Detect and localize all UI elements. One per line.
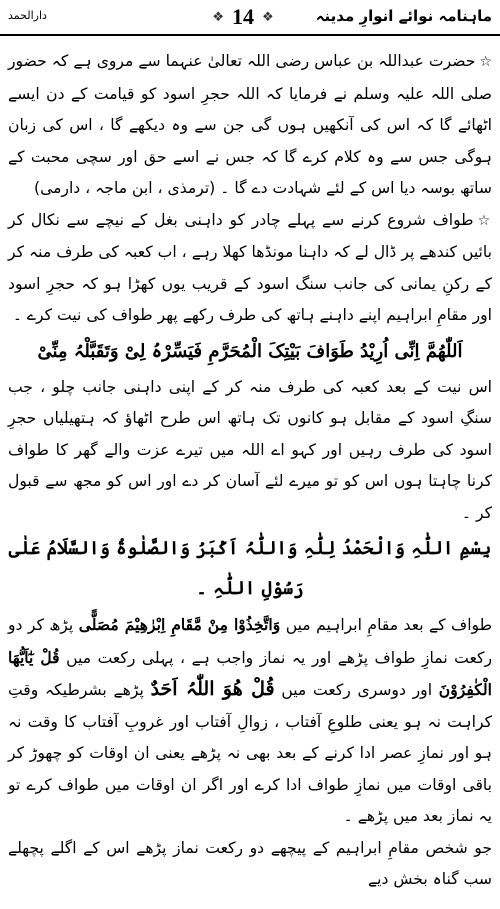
paragraph-tawaf-prayer	[8, 609, 492, 833]
takbir-dua: بِسْمِ اللّٰہِ وَالْحَمْدُ لِلّٰہِ وَاللّٰہُ اَکْبَرُ وَالصَّلٰوۃُ وَالسَّلَامُ عَلٰی رَسُوْلِ اللّٰہِ ۔	[8, 538, 492, 599]
ornament-left-icon: ❖	[212, 9, 224, 25]
page-number-box	[195, 4, 291, 30]
header-left-mark: دارالحمد	[8, 9, 47, 22]
page-number: 14	[232, 4, 254, 29]
tawaf-prayer-text-a: طواف کے بعد مقامِ ابراہیم میں	[285, 616, 493, 634]
hadith-citation: (ترمذی ، ابن ماجہ ، دارمی)	[33, 179, 216, 197]
tawaf-prayer-text-b: پڑھ کر دو رکعت نمازِ طواف پڑھے اور یہ نماز واجب ہے ، پہلی رکعت میں	[8, 616, 492, 667]
ornament-right-icon: ❖	[262, 9, 274, 25]
paragraph-tawaf-start	[8, 205, 492, 332]
hadith-text: حضرت عبداللہ بن عباس رضی اللہ تعالیٰ عنہما سے مروی ہے کہ حضور صلی اللہ علیہ وسلم نے فرمایا کہ اللہ حجرِ اسود کو قیامت کے دن ایسے اٹھائے گا کہ اس کی آنکھیں ہوں گی جن سے وہ دیکھے گا ، اس کی زبان ہوگی جس سے وہ کلام کرے گا کہ جس نے اسے حق اور سچی محبت کے ساتھ بوسہ دیا اس کے لئے شہادت دے گا ۔	[8, 52, 492, 197]
paragraph-hadith	[8, 46, 492, 205]
niyyah-dua: اَللّٰھُمَّ اِنِّی اُرِیْدُ طَوَافَ بَیْتِکَ الْمُحَرَّمِ فَیَسِّرْہُ لِیْ وَتَقَبَّلْہُ مِنِّیْ	[37, 340, 463, 362]
article-body	[8, 46, 492, 909]
magazine-title: ماہنامہ نوائے انوارِ مدینہ	[315, 7, 492, 25]
tawaf-prayer-text-c: اور دوسری رکعت میں	[281, 681, 433, 699]
paragraph-maqam-virtue: جو شخص مقامِ ابراہیم کے پیچھے دو رکعت نماز پڑھے اس کے اگلے پچھلے سب گناہ بخش دیے	[8, 838, 492, 888]
star-bullet-icon: ☆	[477, 212, 492, 229]
star-bullet-icon: ☆	[479, 54, 492, 70]
ayah-maqam-ibrahim: وَاتَّخِذُوْا مِنْ مَّقَامِ اِبْرٰھِیْمَ مُصَلًّی	[78, 615, 281, 634]
surah-ikhlas: قُلْ ھُوَ اللّٰہُ اَحَدٌ	[150, 678, 275, 700]
surah-kafirun: قُلْ یٰٓاَیُّھَا الْکٰفِرُوْنَ	[8, 647, 492, 699]
tawaf-prayer-text-d: پڑھے بشرطیکہ وقتِ کراہت نہ ہو یعنی طلوعِ آفتاب ، زوالِ آفتاب اور غروبِ آفتاب کا وقت نہ ہو اور نمازِ عصر ادا کرنے کے بعد بھی نہ پڑھے یعنی ان اوقات کو چھوڑ کر باقی اوقات میں نمازِ طواف ادا کرے اور اگر ان اوقات میں طواف کرے تو یہ نماز بعد میں پڑھے ۔	[8, 681, 492, 825]
tawaf-start-text: طواف شروع کرنے سے پہلے چادر کو داہنی بغل کے نیچے سے نکال کر بائیں کندھے پر ڈال لے کہ داہنا مونڈھا کھلا رہے ، اب کعبہ کی طرف منہ کر کے رکنِ یمانی کی جانب سنگ اسود کے قریب یوں کھڑا ہو کہ حجرِ اسود اور مقامِ ابراہیم اپنے داہنے ہاتھ کی طرف رکھے پھر طواف کی نیت کرے ۔	[8, 210, 492, 324]
page-header	[0, 0, 500, 36]
paragraph-niyyah: اس نیت کے بعد کعبہ کی طرف منہ کر کے اپنی داہنی جانب چلو ، جب سنگِ اسود کے مقابل ہو کانوں تک ہاتھ اس طرح اٹھاؤ کہ ہتھیلیاں حجرِ اسود کی طرف رہیں اور کہو اے اللہ میں تیرے عزت والے گھر کا طواف کرنا چاہتا ہوں اس کو تو میرے لئے آسان کر دے اور اس کو مجھ سے قبول کر ۔	[8, 377, 492, 522]
